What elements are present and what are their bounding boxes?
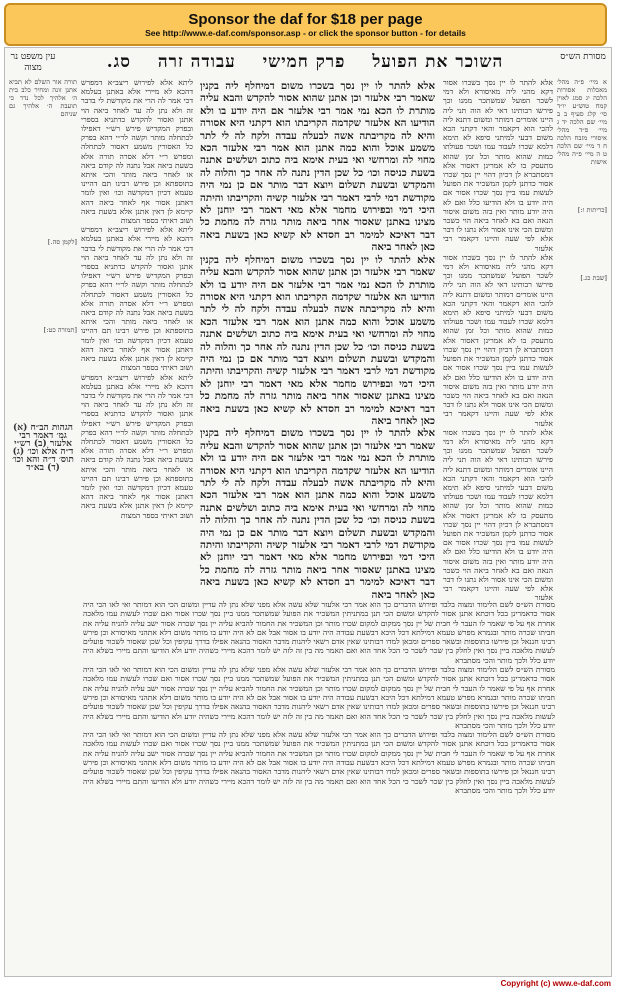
left-margin-text: תורה אור השלם לא תביא אתנן זונה ומחיר כלב בית ה׳ אלהיך לכל נדר כי תועבת ה׳ אלהיך גם שניהם bbox=[9, 78, 77, 118]
chapter-title: השוכר את הפועל bbox=[372, 52, 504, 72]
side-label-2: [שבת כג.] bbox=[580, 274, 607, 282]
hagahot-text: הגהות הב״ח (א) גמ׳ דאמר רבי אלעזר (ב) רש״י ד״ה אלא וכו׳ (ג) תוס׳ ד״ה והא וכו׳ (ד) בא״ד bbox=[12, 423, 74, 473]
masoret-hashas-label: מסורת הש״ס bbox=[560, 52, 606, 62]
side-label-1: [כריתות ו:] bbox=[577, 206, 607, 214]
tractate-name: עבודה זרה bbox=[157, 52, 236, 72]
folio-number: סג. bbox=[106, 52, 131, 72]
tosafot-column bbox=[81, 78, 193, 598]
chapter-number: פרק חמישי bbox=[262, 52, 346, 72]
rashi-column bbox=[443, 78, 553, 603]
gemara-text: אלא להתר לו יין נסך בשכרו משום דמיחלף ליה בקנין שאמר רבי אלעזר וכן אתנן שהוא אסור להקדש והבא עליה מותרת לו הכא נמי אמר רבי אלעזר אם היה יודע בו ולא הודיעו הא אלעזר שקדמה הקריבתו הוא דקתני היא אסורה והיא לה מקריבתה אשה לבעלה עבדה ולקח לה לי לתר משמע אוכל והוא כמה אתנן הוא אמר רבי אלעזר הכא מחוי לה ומרחשי ואי בעית אימא ביה כתוב ושלשים אתנה בשעת כניסה וכו׳ כל שכן הדין נתנה לה אחר כך והלוה לה והמקדש ובשעת תשלום ויוצא דבר מותר אם כן נמי היה מקודשת דמי לרבי דאמר רבי אלעזר קשיה והקריבתו והיתה היכי דמי ובפירוש מחמר אלא מאי דאמר רבי יוחנן לא מצינו באתנן שאסור אחר ביאה מותר גזרה לה מחמת כל דבר דאיכא למימר רב חסדא לא קשיא כאן בשעת ביאה כאן לאחר ביאה bbox=[200, 80, 435, 254]
rashi-text-cont2: אלא להתר לו יין נסך בשכרו אסור דקא מהני ליה מאיסורא ולא דמי לשכר הפועל שמשתכר ממנו וכך פירשו רבותינו דאי לא הוה תני ליה היינו אומרים דמותר ומשום דתנא ליה להכי הוא דקאמר והאי דקתני הכא משום דבעי למיתני סיפא לא תימא דלמא שכרו לעבוד עמו ושכר פעולתו כמות שהוא מותר וכל זמן שהוא מתעסק בו לא אמרינן דאסור אלא דמסתברא לן דכיון דהוי יין נסך שכרו אסור כדתנן לקמן המשכיר את הפועל לעשות עמו ביין נסך שכרו אסור אם היה יודע בו ולא הודיעו כלל ואם לא היה יודע מותר ואין בזה משום איסור הנאה ואם בא לאחר ביאה הוי כשכר ומשום הכי אינו אסור ולא נתנו לו דבר אלא לפי שעה והיינו דקאמר רבי אלעזר bbox=[443, 427, 553, 603]
page-header bbox=[65, 52, 545, 74]
gemara-column bbox=[200, 80, 435, 601]
side-label-4: [תמורה כט:] bbox=[43, 326, 77, 334]
tosafot-text-cont2: ליתא אלא לפירוש ריצב״א דמפרש דהכא לא מיירי אלא באתנן בעלמא דכי אמר לה הרי את מקודשת לי בדבר זה ולא נתן לה עד לאחר ביאה הוי אתנן ואסור להקדש כדתניא בספרי ובפרק המקדיש פירש רש״י דאפילו לכתחלה מותר וקשה לר״י דהא בפרק כל האסורין משמע דאסור לכתחלה ומפרש ר״י דלא אסרה תורה אלא בשעת ביאה אבל נתנה לה קודם ביאה או לאחר ביאה מותר והכי איתא בתוספתא וכן פירש רבינו תם דהיינו טעמא דכיון דמקדשה וכו׳ ואין לומר דאתנן אסור אף לאחר ביאה דהא קיימא לן דאין אתנן אלא בשעת ביאה ושוב ראיתי בספר המצות bbox=[81, 372, 193, 520]
gemara-text-cont: אלא להתר לו יין נסך בשכרו משום דמיחלף ליה בקנין שאמר רבי אלעזר וכן אתנן שהוא אסור להקדש והבא עליה מותרת לו הכא נמי אמר רבי אלעזר אם היה יודע בו ולא הודיעו הא אלעזר שקדמה הקריבתו הוא דקתני היא אסורה והיא לה מקריבתה אשה לבעלה עבדה ולקח לה לי לתר משמע אוכל והוא כמה אתנן הוא אמר רבי אלעזר הכא מחוי לה ומרחשי ואי בעית אימא ביה כתוב ושלשים אתנה בשעת כניסה וכו׳ כל שכן הדין נתנה לה אחר כך והלוה לה והמקדש ובשעת תשלום ויוצא דבר מותר אם כן נמי היה מקודשת דמי לרבי דאמר רבי אלעזר קשיה והקריבתו והיתה היכי דמי ובפירוש מחמר אלא מאי דאמר רבי יוחנן לא מצינו באתנן שאסור אחר ביאה מותר גזרה לה מחמת כל דבר דאיכא למימר רב חסדא לא קשיא כאן בשעת ביאה כאן לאחר ביאה bbox=[200, 253, 435, 427]
bottom-text-cont2: מסורת הש״ס לשם הלימוד ומצוה בלבד ופירוש הדברים כך הוא אמר רבי אלעזר שלא עשה אלא מפני שלא נתן לה עדיין ומשום הכי הוא דמותר ואי לאו הכי היה אסור כדאמרינן בכל דוכתא אתנן אסור להקדש ומשום הכי תנן במתניתין המשכיר את הפועל שמשתכר ממנו ביין נסך שכרו אסור ואם שכרו לעשות עמו מלאכה אחרת אף על פי שאמר לו העבר לי חבית של יין נסך ממקום למקום שכרו מותר וכן המשכיר את החמור להביא עליה יין נסך שכרה אסור ישב עליה להניח עליה את חביתו שכרה מותר ובגמרא מפרש טעמא דמילתא דכל היכא דבשעת עבודה היה יודע בו אסור אבל אם לא היה יודע בו מותר משום דלא אתהני מאיסורא וכן פירש רבינו חננאל וכן פירשו בתוספות ובשאר ספרים ומכאן למדו רבותינו שאין אדם רשאי ליהנות מדבר האסור בהנאה אפילו בדרך עקיפין וכל שכן שאסור לשכור פועלים לעשות מלאכה ביין נסך ואין לחלק בין שכר לשכר כי הכל אחד הוא ואם תאמר מה בין זה לזה יש לומר דהכא מיירי כשהיה יודע ולא הודיעו והתם מיירי בשלא היה יודע כלל ולכך מותר והכי מסתברא bbox=[83, 730, 555, 795]
gemara-text-cont2: אלא להתר לו יין נסך בשכרו משום דמיחלף ליה בקנין שאמר רבי אלעזר וכן אתנן שהוא אסור להקדש והבא עליה מותרת לו הכא נמי אמר רבי אלעזר אם היה יודע בו ולא הודיעו הא אלעזר שקדמה הקריבתו הוא דקתני היא אסורה והיא לה מקריבתה אשה לבעלה עבדה ולקח לה לי לתר משמע אוכל והוא כמה אתנן הוא אמר רבי אלעזר הכא מחוי לה ומרחשי ואי בעית אימא ביה כתוב ושלשים אתנה בשעת כניסה וכו׳ כל שכן הדין נתנה לה אחר כך והלוה לה והמקדש ובשעת תשלום ויוצא דבר מותר אם כן נמי היה מקודשת דמי לרבי דאמר רבי אלעזר קשיה והקריבתו והיתה היכי דמי ובפירוש מחמר אלא מאי דאמר רבי יוחנן לא מצינו באתנן שאסור אחר ביאה מותר גזרה לה מחמת כל דבר דאיכא למימר רב חסדא לא קשיא כאן בשעת ביאה כאן לאחר ביאה bbox=[200, 427, 435, 601]
tosafot-text-cont: ליתא אלא לפירוש ריצב״א דמפרש דהכא לא מיירי אלא באתנן בעלמא דכי אמר לה הרי את מקודשת לי בדבר זה ולא נתן לה עד לאחר ביאה הוי אתנן ואסור להקדש כדתניא בספרי ובפרק המקדיש פירש רש״י דאפילו לכתחלה מותר וקשה לר״י דהא בפרק כל האסורין משמע דאסור לכתחלה ומפרש ר״י דלא אסרה תורה אלא בשעת ביאה אבל נתנה לה קודם ביאה או לאחר ביאה מותר והכי איתא בתוספתא וכן פירש רבינו תם דהיינו טעמא דכיון דמקדשה וכו׳ ואין לומר דאתנן אסור אף לאחר ביאה דהא קיימא לן דאין אתנן אלא בשעת ביאה ושוב ראיתי בספר המצות bbox=[81, 225, 193, 373]
bottom-commentary bbox=[83, 600, 555, 972]
banner-subtitle[interactable]: See http://www.e-daf.com/sponsor.asp - or click the sponsor button - for details bbox=[145, 28, 466, 38]
copyright-link[interactable]: Copyright (c) www.e-daf.com bbox=[500, 979, 611, 988]
bottom-text: מסורת הש״ס לשם הלימוד ומצוה בלבד ופירוש הדברים כך הוא אמר רבי אלעזר שלא עשה אלא מפני שלא נתן לה עדיין ומשום הכי הוא דמותר ואי לאו הכי היה אסור כדאמרינן בכל דוכתא אתנן אסור להקדש ומשום הכי תנן במתניתין המשכיר את הפועל שמשתכר ממנו ביין נסך שכרו אסור ואם שכרו לעשות עמו מלאכה אחרת אף על פי שאמר לו העבר לי חבית של יין נסך ממקום למקום שכרו מותר וכן המשכיר את החמור להביא עליה יין נסך שכרה אסור ישב עליה להניח עליה את חביתו שכרה מותר ובגמרא מפרש טעמא דמילתא דכל היכא דבשעת עבודה היה יודע בו אסור אבל אם לא היה יודע בו מותר משום דלא אתהני מאיסורא וכן פירש רבינו חננאל וכן פירשו בתוספות ובשאר ספרים ומכאן למדו רבותינו שאין אדם רשאי ליהנות מדבר האסור בהנאה אפילו בדרך עקיפין וכל שכן שאסור לשכור פועלים לעשות מלאכה ביין נסך ואין לחלק בין שכר לשכר כי הכל אחד הוא ואם תאמר מה בין זה לזה יש לומר דהכא מיירי כשהיה יודע ולא הודיעו והתם מיירי בשלא היה יודע כלל ולכך מותר והכי מסתברא bbox=[83, 600, 555, 665]
talmud-page bbox=[4, 47, 612, 977]
side-label-3: [לקמן סה.] bbox=[47, 238, 77, 246]
rashi-text-cont: אלא להתר לו יין נסך בשכרו אסור דקא מהני ליה מאיסורא ולא דמי לשכר הפועל שמשתכר ממנו וכך פירשו רבותינו דאי לא הוה תני ליה היינו אומרים דמותר ומשום דתנא ליה להכי הוא דקאמר והאי דקתני הכא משום דבעי למיתני סיפא לא תימא דלמא שכרו לעבוד עמו ושכר פעולתו כמות שהוא מותר וכל זמן שהוא מתעסק בו לא אמרינן דאסור אלא דמסתברא לן דכיון דהוי יין נסך שכרו אסור כדתנן לקמן המשכיר את הפועל לעשות עמו ביין נסך שכרו אסור אם היה יודע בו ולא הודיעו כלל ואם לא היה יודע מותר ואין בזה משום איסור הנאה ואם בא לאחר ביאה הוי כשכר ומשום הכי אינו אסור ולא נתנו לו דבר אלא לפי שעה והיינו דקאמר רבי אלעזר bbox=[443, 252, 553, 428]
ein-mishpat-label: עין משפט נר מצוה bbox=[10, 52, 56, 73]
banner-title[interactable]: Sponsor the daf for $18 per page bbox=[188, 11, 423, 28]
bottom-text-cont: מסורת הש״ס לשם הלימוד ומצוה בלבד ופירוש הדברים כך הוא אמר רבי אלעזר שלא עשה אלא מפני שלא נתן לה עדיין ומשום הכי הוא דמותר ואי לאו הכי היה אסור כדאמרינן בכל דוכתא אתנן אסור להקדש ומשום הכי תנן במתניתין המשכיר את הפועל שמשתכר ממנו ביין נסך שכרו אסור ואם שכרו לעשות עמו מלאכה אחרת אף על פי שאמר לו העבר לי חבית של יין נסך ממקום למקום שכרו מותר וכן המשכיר את החמור להביא עליה יין נסך שכרה אסור ישב עליה להניח עליה את חביתו שכרה מותר ובגמרא מפרש טעמא דמילתא דכל היכא דבשעת עבודה היה יודע בו אסור אבל אם לא היה יודע בו מותר משום דלא אתהני מאיסורא וכן פירש רבינו חננאל וכן פירשו בתוספות ובשאר ספרים ומכאן למדו רבותינו שאין אדם רשאי ליהנות מדבר האסור בהנאה אפילו בדרך עקיפין וכל שכן שאסור לשכור פועלים לעשות מלאכה ביין נסך ואין לחלק בין שכר לשכר כי הכל אחד הוא ואם תאמר מה בין זה לזה יש לומר דהכא מיירי כשהיה יודע ולא הודיעו והתם מיירי בשלא היה יודע כלל ולכך מותר והכי מסתברא bbox=[83, 665, 555, 730]
rashi-text: אלא להתר לו יין נסך בשכרו אסור דקא מהני ליה מאיסורא ולא דמי לשכר הפועל שמשתכר ממנו וכך פירשו רבותינו דאי לא הוה תני ליה היינו אומרים דמותר ומשום דתנא ליה להכי הוא דקאמר והאי דקתני הכא משום דבעי למיתני סיפא לא תימא דלמא שכרו לעבוד עמו ושכר פעולתו כמות שהוא מותר וכל זמן שהוא מתעסק בו לא אמרינן דאסור אלא דמסתברא לן דכיון דהוי יין נסך שכרו אסור כדתנן לקמן המשכיר את הפועל לעשות עמו ביין נסך שכרו אסור אם היה יודע בו ולא הודיעו כלל ואם לא היה יודע מותר ואין בזה משום איסור הנאה ואם בא לאחר ביאה הוי כשכר ומשום הכי אינו אסור ולא נתנו לו דבר אלא לפי שעה והיינו דקאמר רבי אלעזר bbox=[443, 78, 553, 253]
sponsor-banner[interactable] bbox=[4, 3, 607, 46]
tosafot-text: ליתא אלא לפירוש ריצב״א דמפרש דהכא לא מיירי אלא באתנן בעלמא דכי אמר לה הרי את מקודשת לי בדבר זה ולא נתן לה עד לאחר ביאה הוי אתנן ואסור להקדש כדתניא בספרי ובפרק המקדיש פירש רש״י דאפילו לכתחלה מותר וקשה לר״י דהא בפרק כל האסורין משמע דאסור לכתחלה ומפרש ר״י דלא אסרה תורה אלא בשעת ביאה אבל נתנה לה קודם ביאה או לאחר ביאה מותר והכי איתא בתוספתא וכן פירש רבינו תם דהיינו טעמא דכיון דמקדשה וכו׳ ואין לומר דאתנן אסור אף לאחר ביאה דהא קיימא לן דאין אתנן אלא בשעת ביאה ושוב ראיתי בספר המצות bbox=[81, 78, 193, 226]
right-margin-text: א מיי׳ פ״ה מהל׳ מאכלות אסורות הלכה יג סמג לאוין קמח טוש״ע יו״ד סי׳ קלג סעיף ב ב מיי׳ שם הלכה יד ג מיי׳ פ״ד מהל׳ איסורי מזבח הלכה ח ד מיי׳ שם הלכה ט ה מיי׳ פ״ה מהל׳ אישות bbox=[557, 78, 607, 166]
left-margin-notes bbox=[9, 78, 77, 678]
right-margin-notes bbox=[557, 78, 607, 598]
hagahot-section bbox=[9, 424, 77, 472]
